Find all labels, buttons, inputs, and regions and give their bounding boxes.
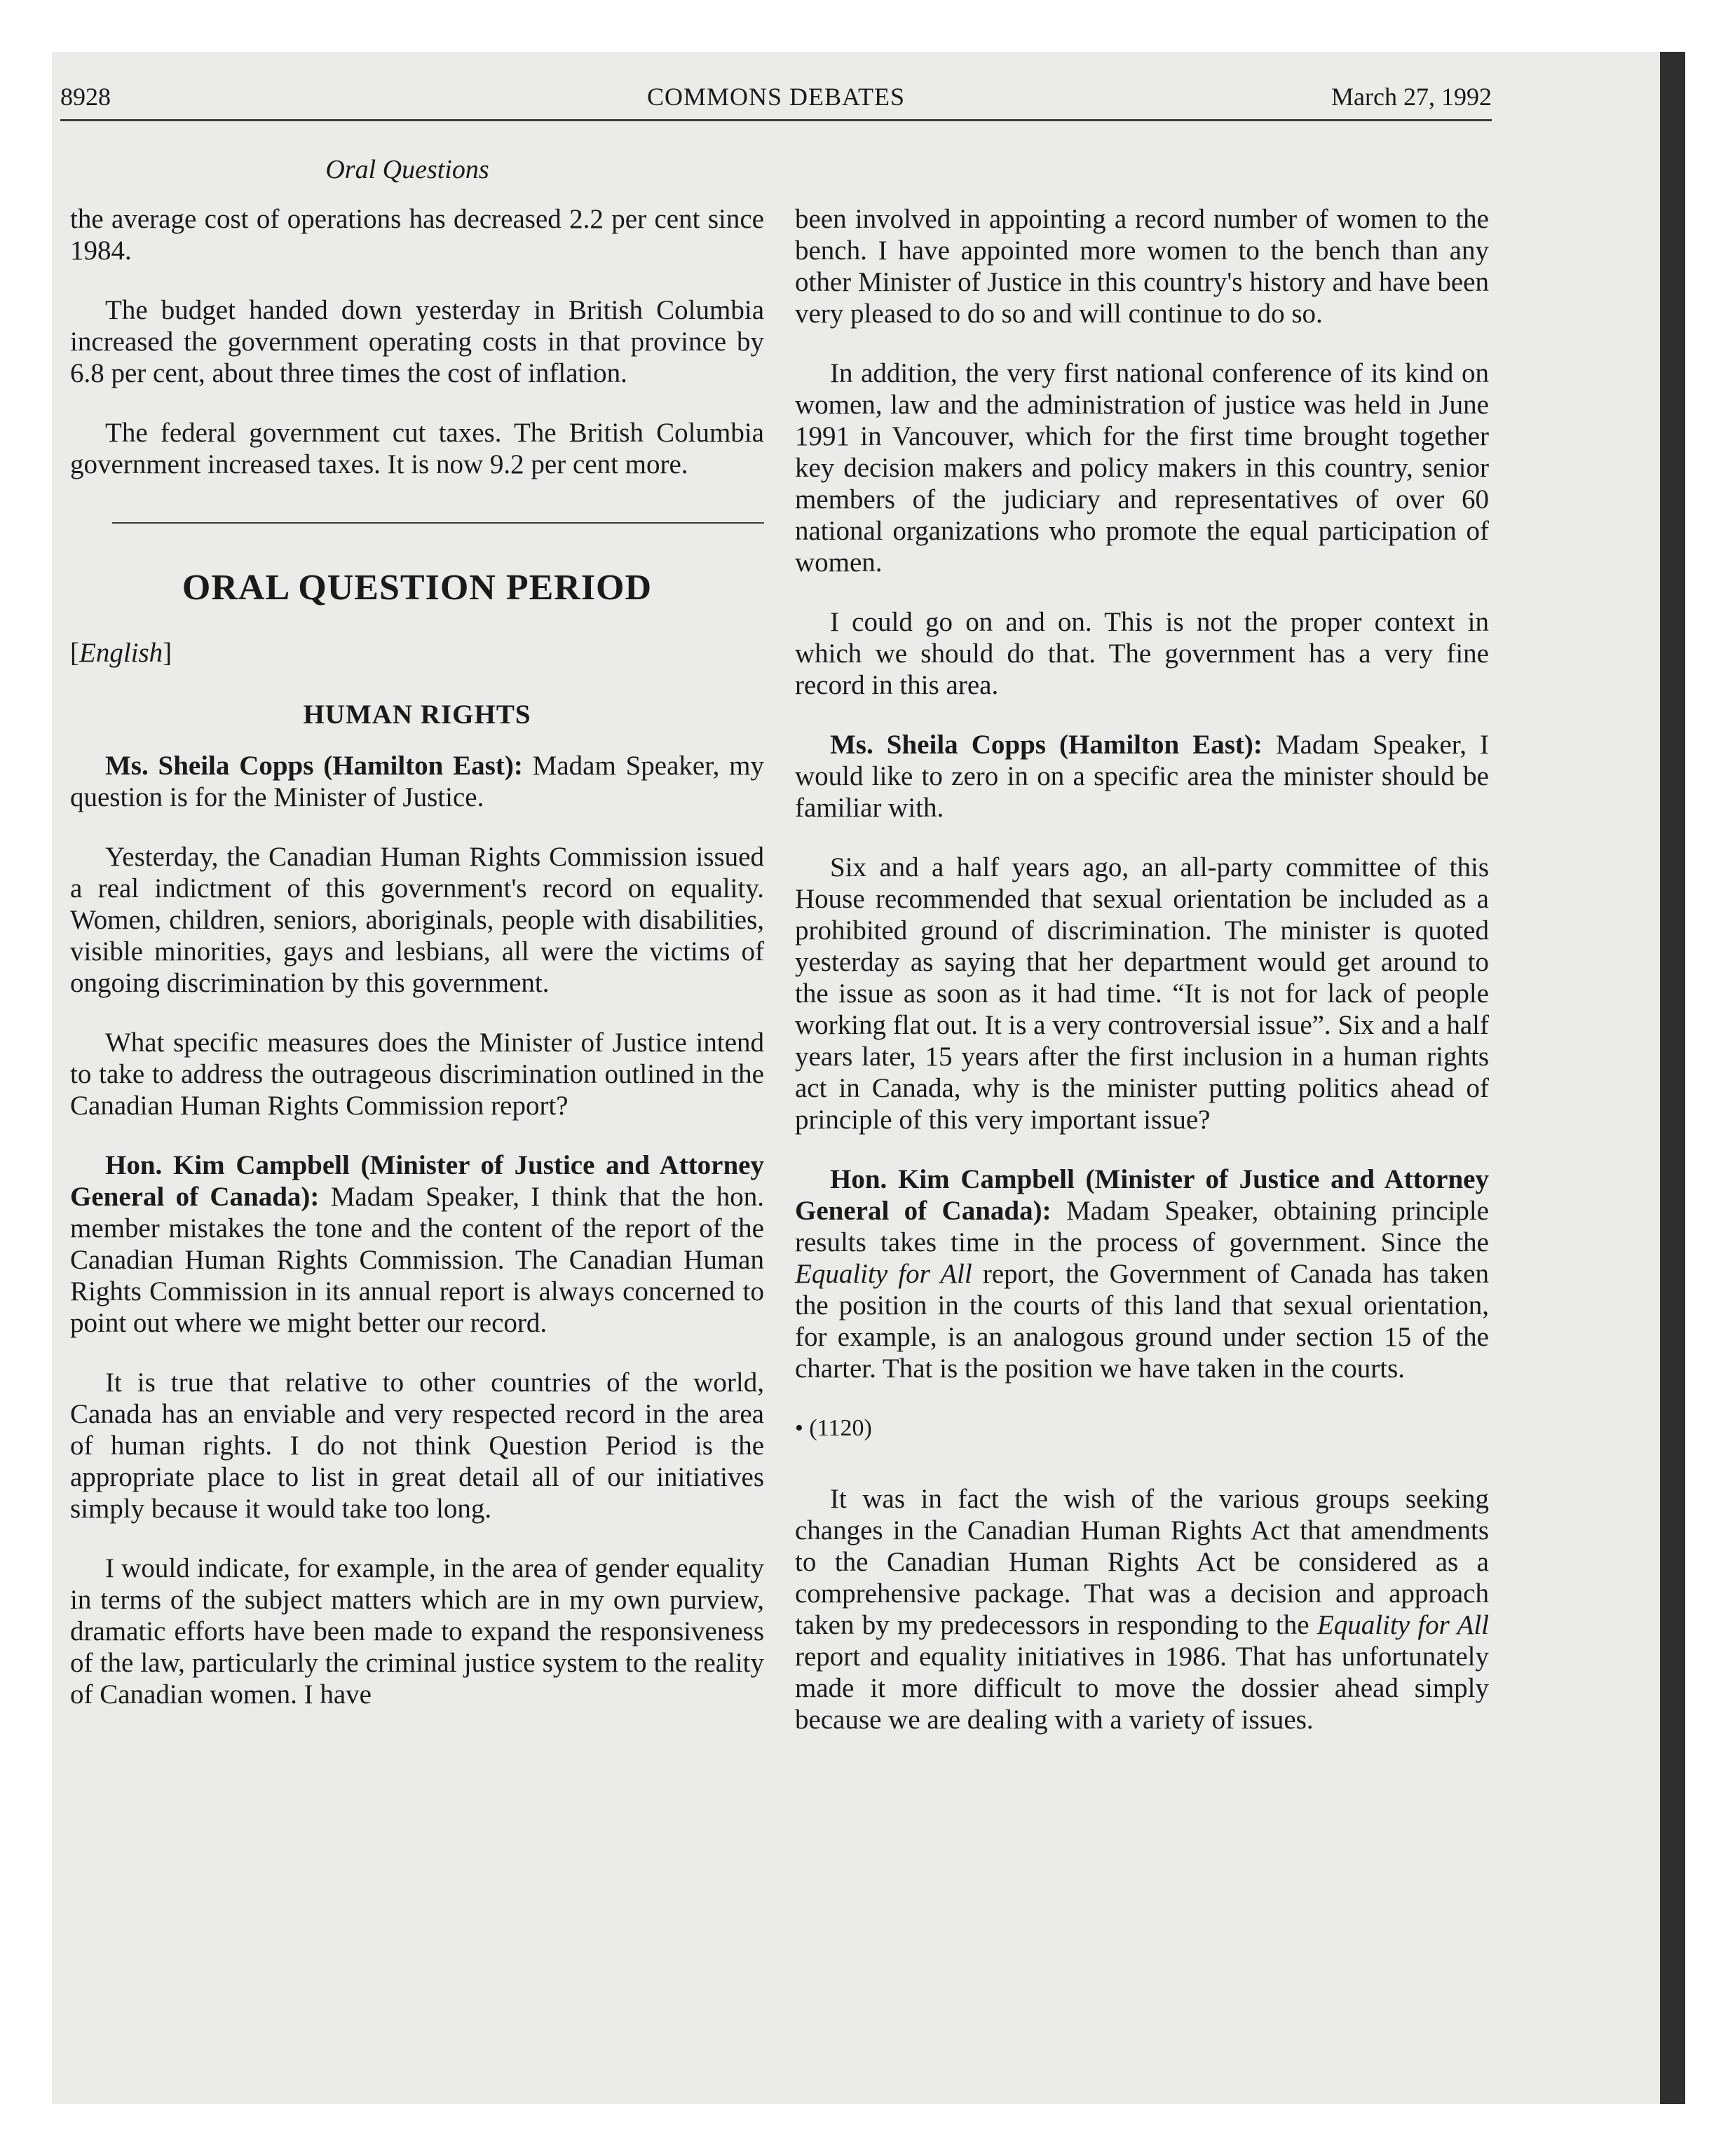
speaker-name: Ms. Sheila Copps (Hamilton East):: [830, 730, 1263, 760]
time-marker: • (1120): [795, 1415, 872, 1441]
paragraph: The budget handed down yesterday in British Columbia increased the government operating costs in that province by 6.8 per cent, about three times the cost of inflation.: [70, 295, 764, 388]
right-column: [795, 203, 1489, 1763]
paragraph: Yesterday, the Canadian Human Rights Commission issued a real indictment of this government's record on equality. Women, children, seniors, aboriginals, people with disabilities, visible minorities, gays and lesbians, all were the victims of ongoing discrimination by this government.: [70, 842, 764, 998]
paragraph: I could go on and on. This is not the proper context in which we should do that. The government has a very fine record in this area.: [795, 607, 1489, 700]
paragraph: Hon. Kim Campbell (Minister of Justice and Attorney General of Canada): Madam Speaker, I think that the hon. member mistakes the tone and the content of the report of the Canadian Human Rights Commission. The Canadian Human Rights Commission in its annual report is always concerned to point out where we might better our record.: [70, 1150, 764, 1338]
speaker-name: Hon. Kim Campbell (Minister of Justice and Attorney General of Canada):: [795, 1164, 1489, 1226]
paragraph: been involved in appointing a record number of women to the bench. I have appointed more women to the bench than any other Minister of Justice in this country's history and have been very pleased to do so and will continue to do so.: [795, 204, 1489, 329]
left-column: [70, 203, 764, 1738]
paragraph: In addition, the very first national conference of its kind on women, law and the administration of justice was held in June 1991 in Vancouver, which for the first time brought together key decision makers and policy makers in this country, senior members of the judiciary and representatives of over 60 national organizations who promote the equal participation of women.: [795, 358, 1489, 578]
paragraph: Hon. Kim Campbell (Minister of Justice and Attorney General of Canada): Madam Speaker, obtaining principle results takes time in the process of government. Since the Equality for All report, the Government of Canada has taken the position in the courts of this land that sexual orientation, for example, is an analogous ground under section 15 of the charter. That is the position we have taken in the courts.: [795, 1164, 1489, 1384]
report-title: Equality for All: [795, 1259, 972, 1289]
report-title: Equality for All: [1316, 1610, 1489, 1640]
publication-title: COMMONS DEBATES: [646, 83, 906, 111]
paragraph: Ms. Sheila Copps (Hamilton East): Madam Speaker, I would like to zero in on a specific area the minister should be familiar with.: [795, 730, 1489, 823]
speaker-name: Hon. Kim Campbell (Minister of Justice and Attorney General of Canada):: [70, 1150, 764, 1212]
paragraph: the average cost of operations has decreased 2.2 per cent since 1984.: [70, 204, 764, 266]
publication-date: March 27, 1992: [1331, 83, 1492, 111]
paragraph: It was in fact the wish of the various groups seeking changes in the Canadian Human Rights Act that amendments to the Canadian Human Rights Act be considered as a comprehensive package. That was a decision and approach taken by my predecessors in responding to the Equality for All report and equality initiatives in 1986. That has unfortunately made it more difficult to move the dossier ahead simply because we are dealing with a variety of issues.: [795, 1484, 1489, 1735]
page-header: [60, 77, 1492, 116]
language-tag: [English]: [70, 638, 172, 668]
header-rule: [60, 119, 1492, 121]
section-title: ORAL QUESTION PERIOD: [182, 568, 653, 608]
paragraph: Six and a half years ago, an all-party committee of this House recommended that sexual orientation be included as a prohibited ground of discrimination. The minister is quoted yesterday as saying that her department would get around to the issue as soon as it had time. “It is not for lack of people working flat out. It is a very controversial issue”. Six and a half years later, 15 years after the first inclusion in a human rights act in Canada, why is the minister putting politics ahead of principle of this very important issue?: [795, 852, 1489, 1135]
page-number: 8928: [60, 83, 111, 111]
paragraph: Ms. Sheila Copps (Hamilton East): Madam Speaker, my question is for the Minister of Justice.: [70, 751, 765, 812]
scan-edge-shadow: [1660, 52, 1685, 2104]
section-divider: [112, 522, 764, 524]
paragraph: It is true that relative to other countries of the world, Canada has an enviable and very respected record in the area of human rights. I do not think Question Period is the appropriate place to list in great detail all of our initiatives simply because it would take too long.: [70, 1367, 764, 1524]
subheading: HUMAN RIGHTS: [303, 700, 531, 730]
paragraph: What specific measures does the Minister of Justice intend to take to address the outrageous discrimination outlined in the Canadian Human Rights Commission report?: [70, 1028, 764, 1121]
speaker-name: Ms. Sheila Copps (Hamilton East):: [105, 751, 523, 781]
running-head: Oral Questions: [325, 155, 489, 184]
paragraph: The federal government cut taxes. The British Columbia government increased taxes. It is now 9.2 per cent more.: [70, 418, 764, 479]
paragraph: I would indicate, for example, in the area of gender equality in terms of the subject matters which are in my own purview, dramatic efforts have been made to expand the responsiveness of the law, particularly the criminal justice system to the reality of Canadian women. I have: [70, 1553, 764, 1710]
